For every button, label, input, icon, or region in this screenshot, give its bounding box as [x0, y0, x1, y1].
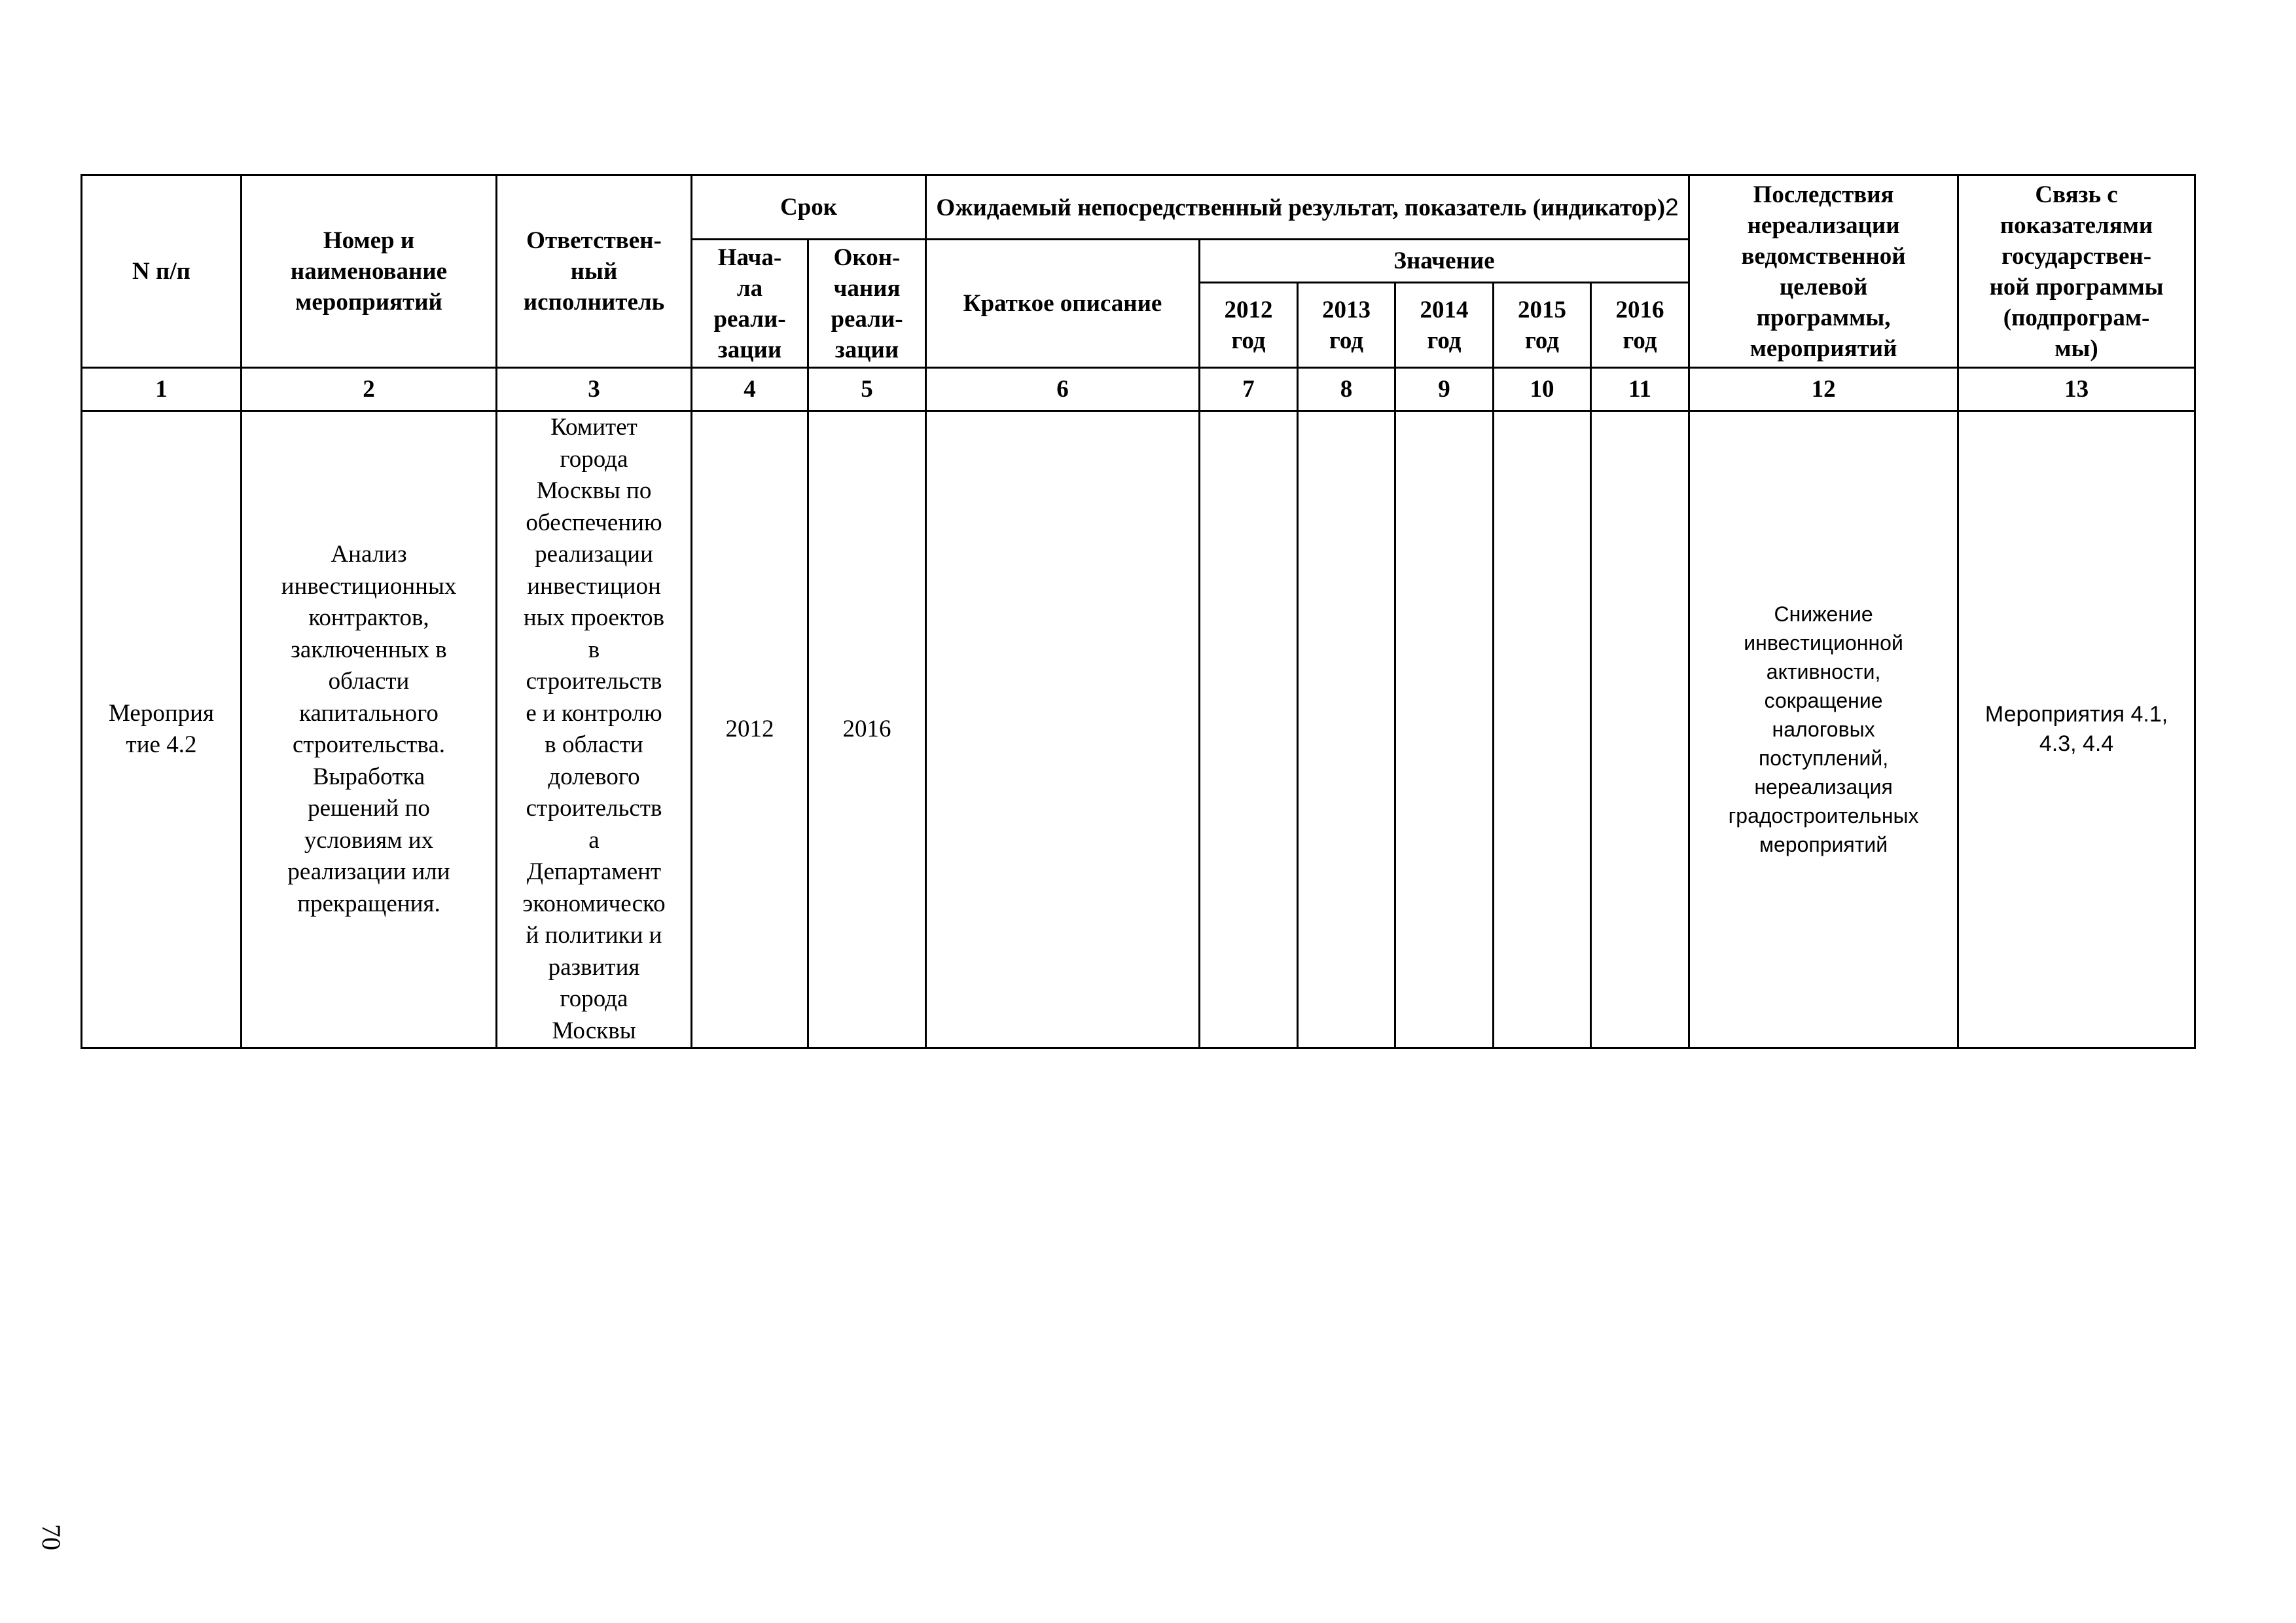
header-year-2014: 2014 год: [1395, 283, 1494, 368]
page-number: 70: [37, 1524, 66, 1550]
header-responsible: Ответствен- ный исполнитель: [497, 175, 692, 368]
row-consequences-cell: Снижение инвестиционной активности, сокращение налоговых поступлений, нереализация градостроительных мероприятий: [1689, 411, 1958, 1048]
header-year-2013: 2013 год: [1298, 283, 1395, 368]
row-value-2015-cell: [1494, 411, 1591, 1048]
column-number-row: [82, 368, 2195, 411]
header-expected-note: 2: [1665, 193, 1679, 221]
row-end-year-cell: 2016: [808, 411, 926, 1048]
header-expected-result: [926, 175, 1689, 240]
column-number: 13: [1958, 368, 2195, 411]
header-activity-name: Номер и наименование мероприятий: [242, 175, 497, 368]
column-number: 4: [692, 368, 808, 411]
column-number: 11: [1591, 368, 1689, 411]
header-year-2012: 2012 год: [1200, 283, 1298, 368]
column-number: 12: [1689, 368, 1958, 411]
header-expected-result-text: Ожидаемый непосредственный результат, показатель (индикатор): [936, 194, 1666, 221]
header-consequences: Последствия нереализации ведомственной целевой программы, мероприятий: [1689, 175, 1958, 368]
column-number: 8: [1298, 368, 1395, 411]
header-year-2015: 2015 год: [1494, 283, 1591, 368]
row-program-link-cell: Мероприятия 4.1, 4.3, 4.4: [1958, 411, 2195, 1048]
column-number: 10: [1494, 368, 1591, 411]
header-term-end: Окон- чания реали- зации: [808, 240, 926, 368]
column-number: 7: [1200, 368, 1298, 411]
header-year-2016: 2016 год: [1591, 283, 1689, 368]
row-short-description-cell: [926, 411, 1200, 1048]
row-start-year-cell: 2012: [692, 411, 808, 1048]
row-number-cell: Мероприя тие 4.2: [82, 411, 242, 1048]
header-short-description: Краткое описание: [926, 240, 1200, 368]
header-row-1: [82, 175, 2195, 240]
header-term-start: Нача- ла реали- зации: [692, 240, 808, 368]
column-number: 2: [242, 368, 497, 411]
header-number: N п/п: [82, 175, 242, 368]
row-value-2014-cell: [1395, 411, 1494, 1048]
row-responsible-cell: Комитет города Москвы по обеспечению реализации инвестицион ных проектов в строительств е и контролю в области долевого строительств а Департамент экономическо й политики и развития города Москвы: [497, 411, 692, 1048]
program-activities-table: [81, 174, 2196, 1049]
column-number: 9: [1395, 368, 1494, 411]
row-value-2013-cell: [1298, 411, 1395, 1048]
row-value-2012-cell: [1200, 411, 1298, 1048]
row-value-2016-cell: [1591, 411, 1689, 1048]
row-activity-name-cell: Анализ инвестиционных контрактов, заключенных в области капитального строительства. Выработка решений по условиям их реализации или прекращения.: [242, 411, 497, 1048]
column-number: 5: [808, 368, 926, 411]
column-number: 6: [926, 368, 1200, 411]
column-number: 1: [82, 368, 242, 411]
table-row: [82, 411, 2195, 1048]
column-number: 3: [497, 368, 692, 411]
header-value: Значение: [1200, 240, 1689, 283]
header-term: Срок: [692, 175, 926, 240]
header-program-link: Связь с показателями государствен- ной программы (подпрограм- мы): [1958, 175, 2195, 368]
